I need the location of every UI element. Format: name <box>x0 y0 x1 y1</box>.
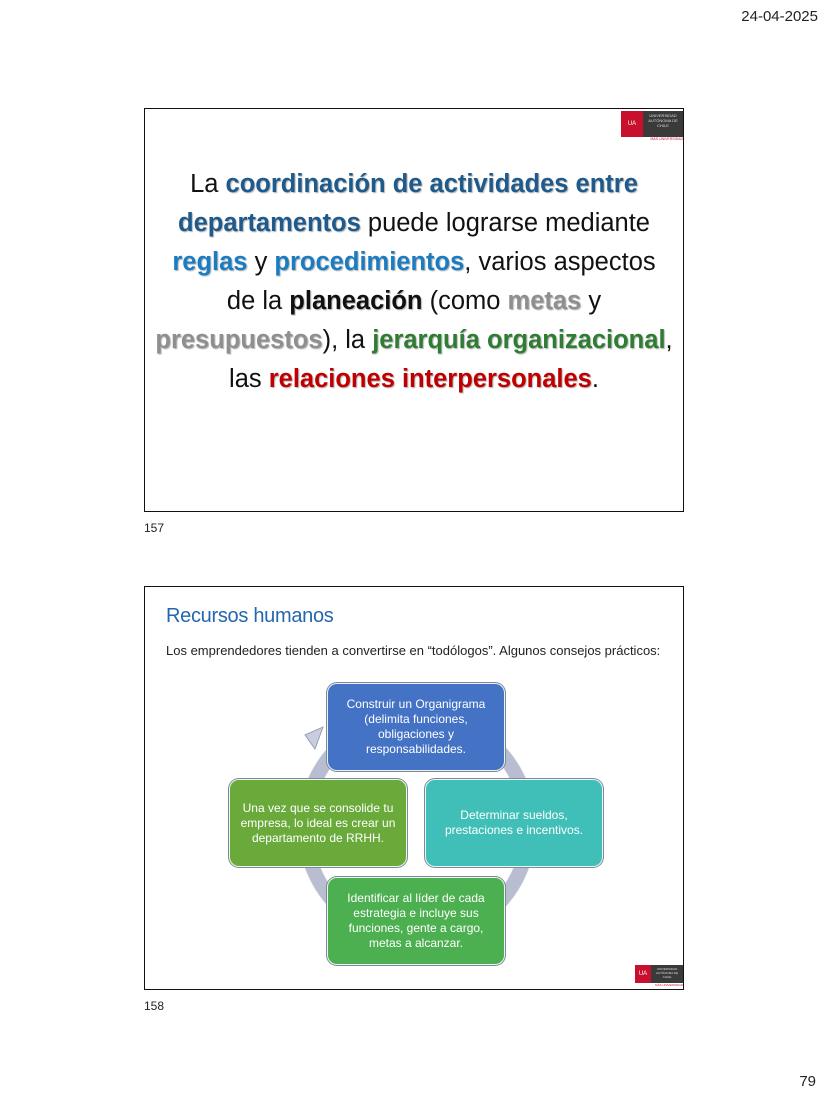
highlighted-term: procedimientos <box>274 248 465 276</box>
cycle-node-lider: Identificar al líder de cada estrategia e incluye sus funciones, gente a cargo, metas a alcanzar. <box>327 877 505 965</box>
cycle-node-sueldos: Determinar sueldos, prestaciones e incentivos. <box>425 779 603 867</box>
body-text: . <box>591 365 599 393</box>
logo-text: UNIVERSIDAD AUTÓNOMA DE CHILE <box>651 965 683 983</box>
body-text: y <box>581 287 602 315</box>
highlighted-term: jerarquía organizacional <box>372 326 666 354</box>
print-date: 24-04-2025 <box>741 8 818 25</box>
body-text: ), la <box>322 326 373 354</box>
highlighted-term: metas <box>507 287 582 315</box>
slide-body-text <box>155 165 673 399</box>
body-text: , las <box>229 326 673 393</box>
logo-shield-icon: UA <box>635 965 651 983</box>
body-text: (como <box>422 287 508 315</box>
highlighted-term: coordinación de actividades entre departamentos <box>178 170 638 237</box>
page-number: 79 <box>799 1073 816 1090</box>
logo-tagline: MÁS UNIVERSIDAD <box>650 137 683 141</box>
slide-157 <box>144 108 684 512</box>
logo-shield-icon: UA <box>621 111 643 137</box>
highlighted-term: relaciones interpersonales <box>268 365 592 393</box>
slide-intro: Los emprendedores tienden a convertirse en “todólogos”. Algunos consejos prácticos: <box>166 643 661 658</box>
slide-158 <box>144 586 684 990</box>
slide-number: 157 <box>144 521 165 535</box>
slide-number: 158 <box>144 999 165 1013</box>
cycle-node-organigrama: Construir un Organigrama (delimita funciones, obligaciones y responsabilidades. <box>327 683 505 771</box>
slide-title: Recursos humanos <box>166 605 334 627</box>
body-text: y <box>247 248 275 276</box>
cycle-arrowhead-icon <box>305 727 323 749</box>
university-logo <box>635 965 683 987</box>
body-text: puede lograrse mediante <box>360 209 650 237</box>
highlighted-term: planeación <box>289 287 423 315</box>
body-text: , varios aspectos de la <box>226 248 656 315</box>
highlighted-term: presupuestos <box>155 326 323 354</box>
university-logo <box>621 111 683 141</box>
logo-tagline: MÁS UNIVERSIDAD <box>655 983 683 987</box>
logo-text: UNIVERSIDAD AUTÓNOMA DE CHILE <box>643 111 683 137</box>
body-text: La <box>190 170 226 198</box>
cycle-node-rrhh: Una vez que se consolide tu empresa, lo ideal es crear un departamento de RRHH. <box>229 779 407 867</box>
highlighted-term: reglas <box>172 248 248 276</box>
